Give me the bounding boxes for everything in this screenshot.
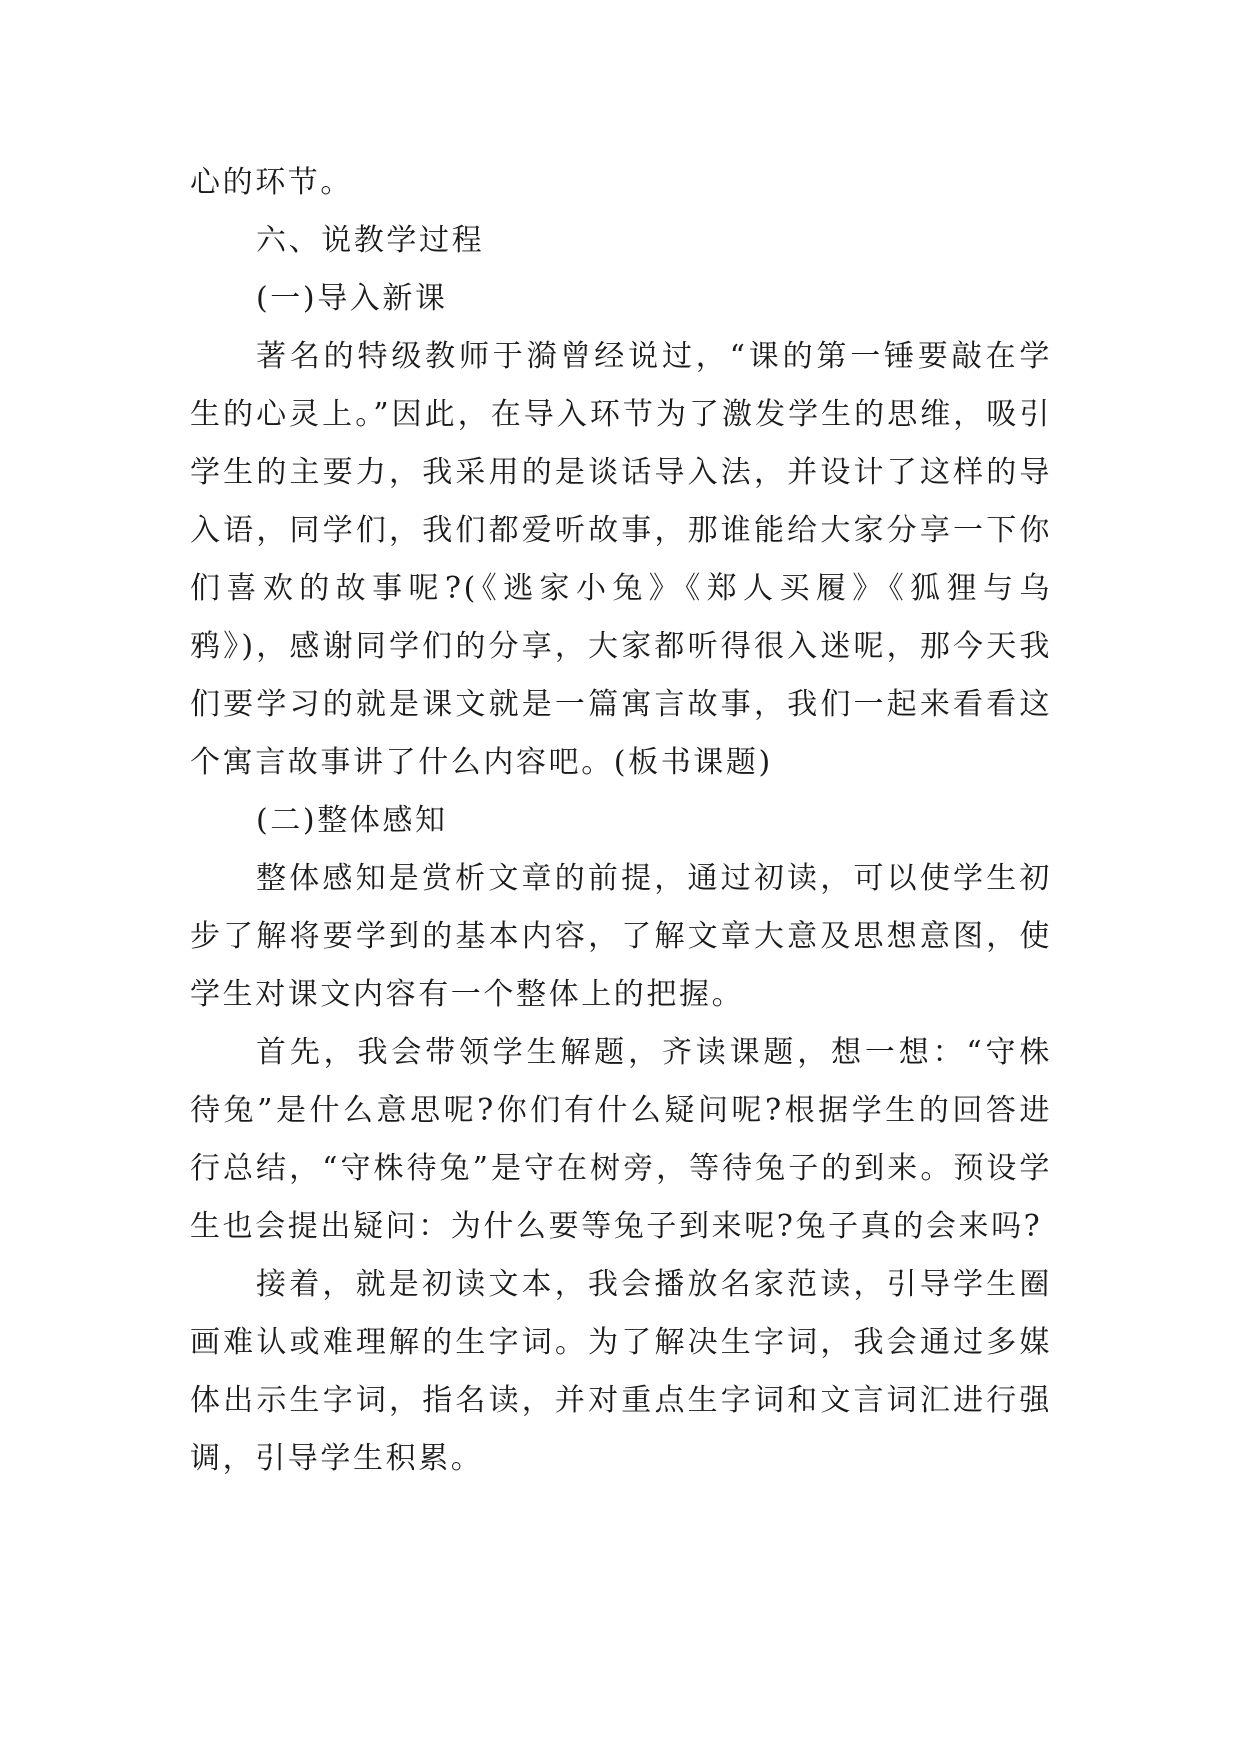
subheading-introduction: (一)导入新课 xyxy=(256,281,448,316)
paragraph-overall-perception: 整体感知是赏析文章的前提，通过初读，可以使学生初步了解将要学到的基本内容，了解文章大意及思想意图，使学生对课文内容有一个整体上的把握。 xyxy=(190,861,1052,1012)
document-page xyxy=(190,154,1052,1488)
section-heading-teaching-process: 六、说教学过程 xyxy=(256,223,485,258)
paragraph-introduction: 著名的特级教师于漪曾经说过，“课的第一锤要敲在学生的心灵上。”因此，在导入环节为了激发学生的思维，吸引学生的主要力，我采用的是谈话导入法，并设计了这样的导入语，同学们，我们都爱听故事，那谁能给大家分享一下你们喜欢的故事呢?(《逃家小兔》《郑人买履》《狐狸与乌鸦》)，感谢同学们的分享，大家都听得很入迷呢，那今天我们要学习的就是课文就是一篇寓言故事，我们一起来看看这个寓言故事讲了什么内容吧。(板书课题) xyxy=(190,339,1052,780)
paragraph-first-reading: 接着，就是初读文本，我会播放名家范读，引导学生圈画难认或难理解的生字词。为了解决生字词，我会通过多媒体出示生字词，指名读，并对重点生字词和文言词汇进行强调，引导学生积累。 xyxy=(190,1267,1052,1476)
paragraph-title-interpretation: 首先，我会带领学生解题，齐读课题，想一想：“守株待兔”是什么意思呢?你们有什么疑问呢?根据学生的回答进行总结，“守株待兔”是守在树旁，等待兔子的到来。预设学生也会提出疑问：为什么要等兔子到来呢?兔子真的会来吗? xyxy=(190,1035,1052,1244)
subheading-overall-perception: (二)整体感知 xyxy=(256,803,448,838)
paragraph-continuation: 心的环节。 xyxy=(190,165,353,200)
